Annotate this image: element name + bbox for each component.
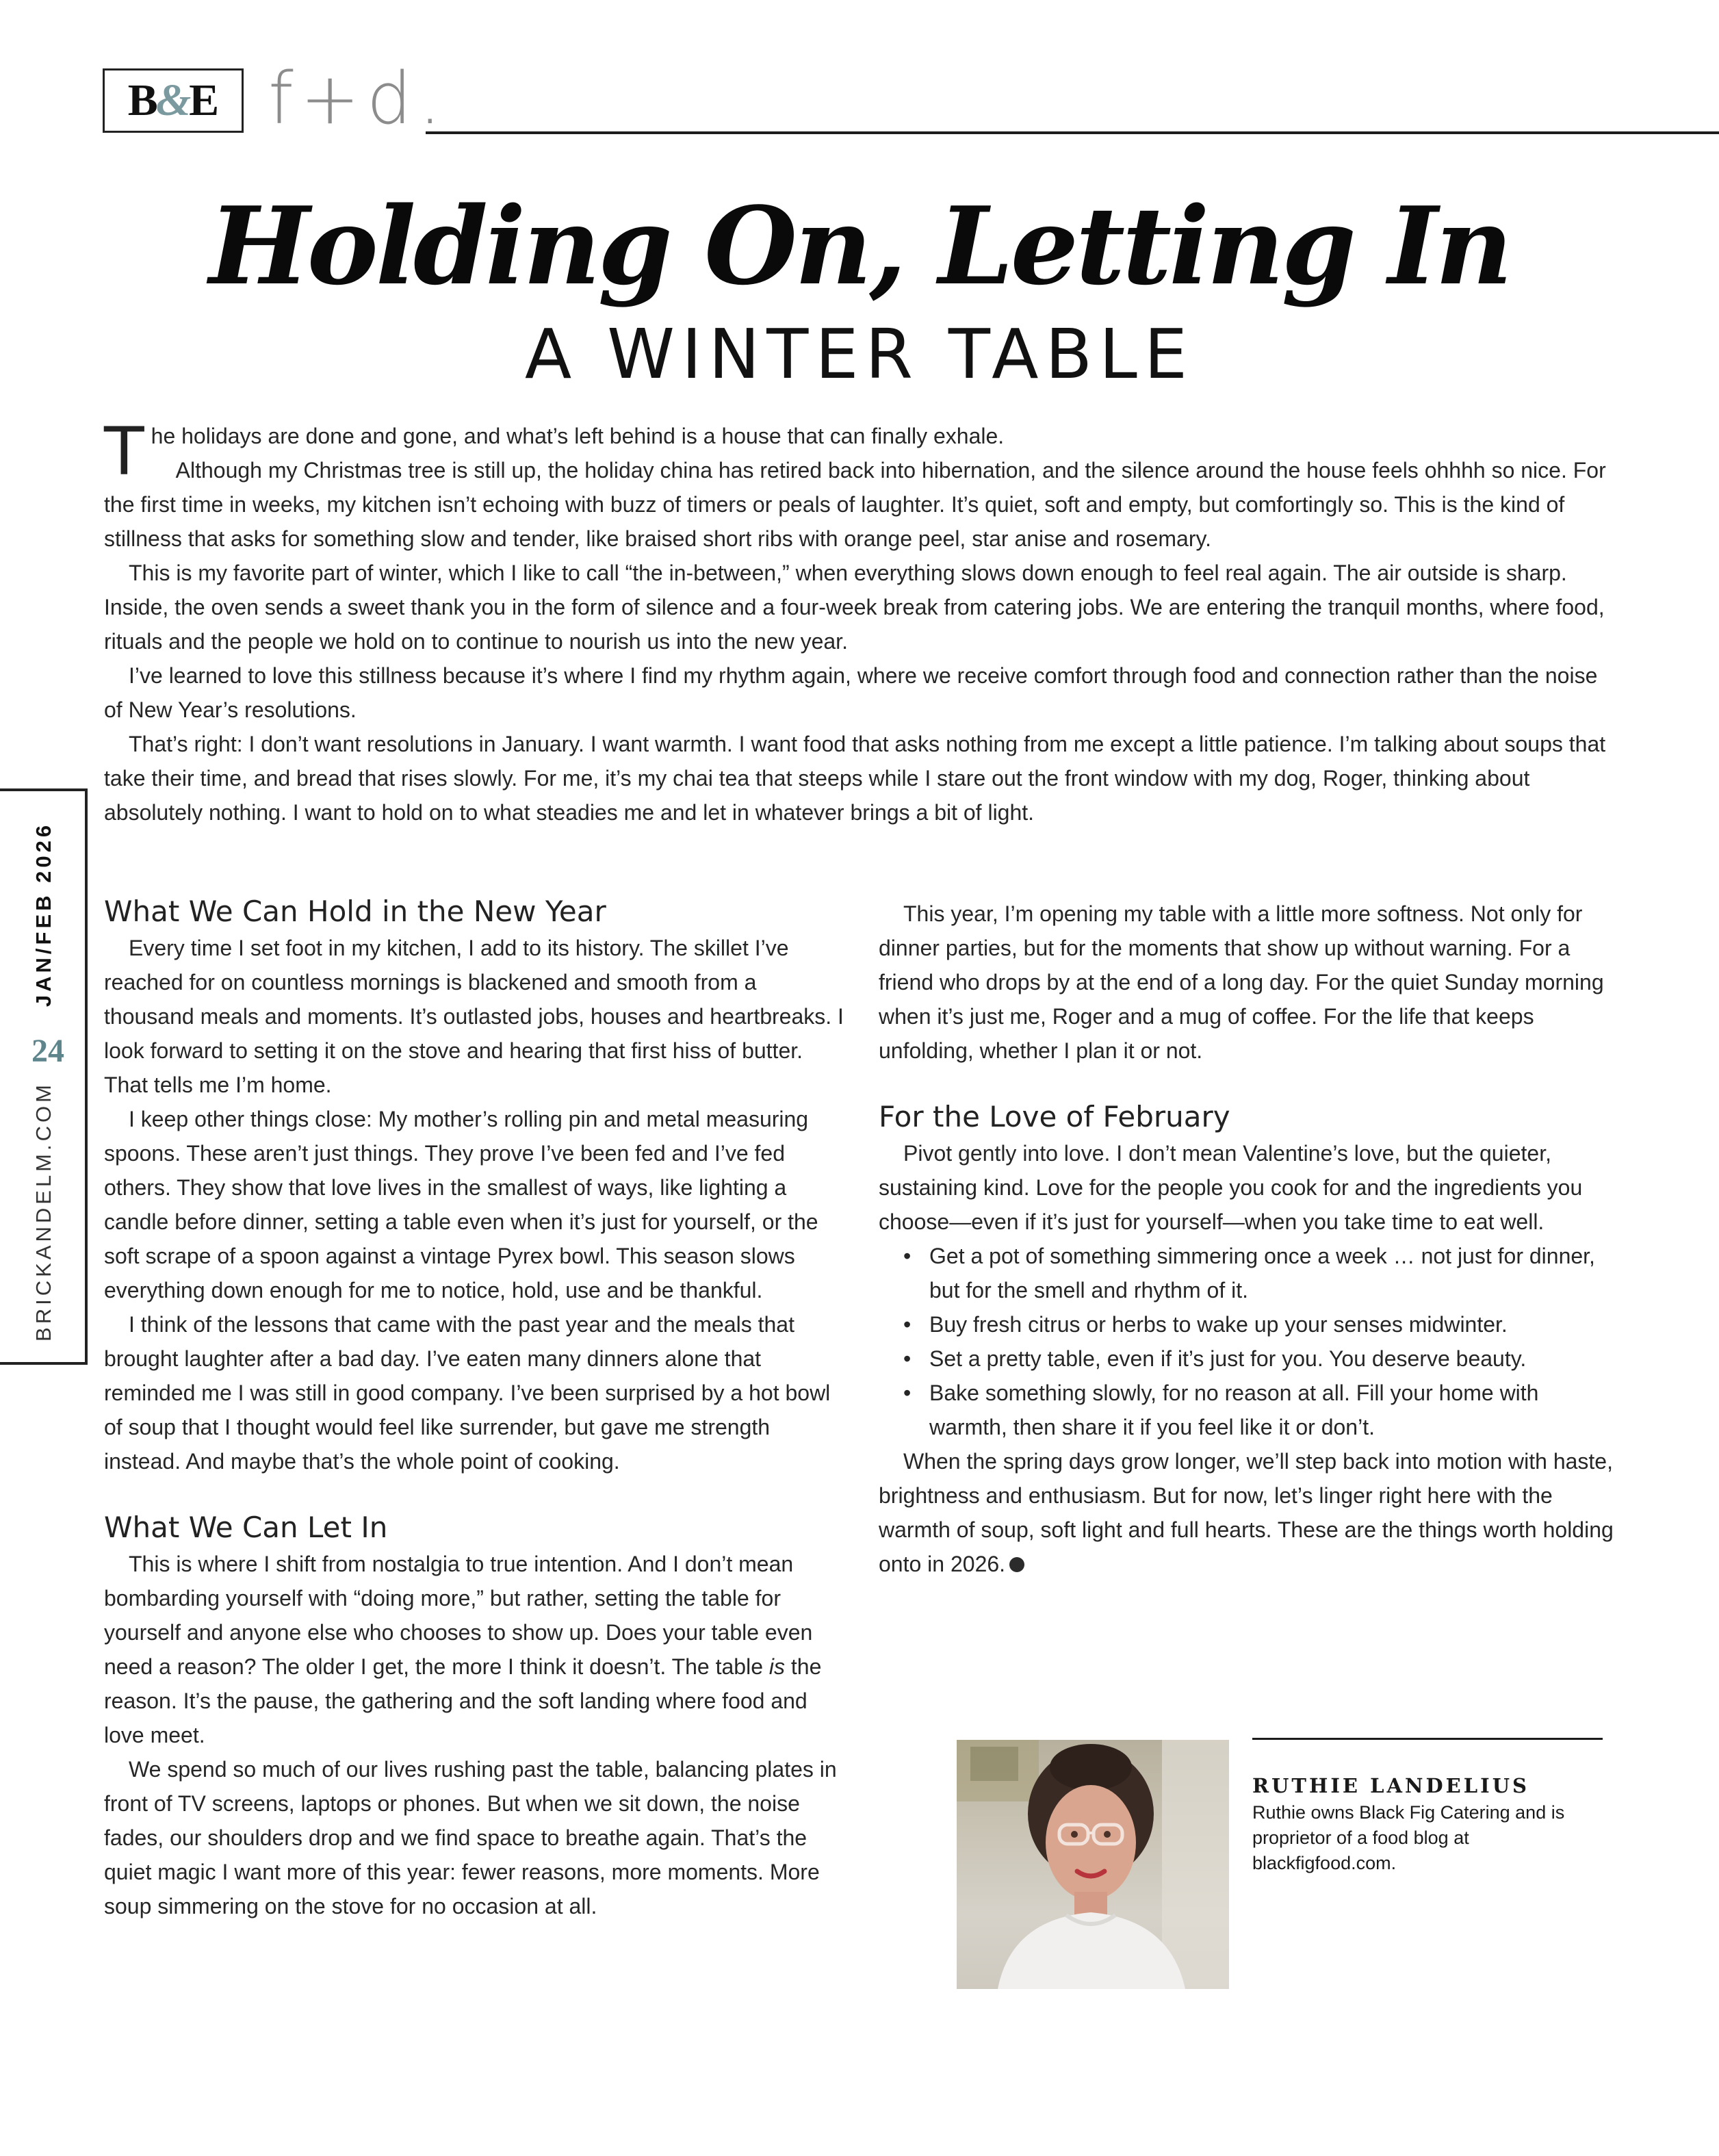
list-item: • Get a pot of something simmering once a week … not just for dinner, but for the smell and rhythm of it.	[929, 1239, 1620, 1307]
author-bio: Ruthie owns Black Fig Catering and is proprietor of a food blog at blackfigfood.com.	[1252, 1802, 1565, 1873]
section-heading-let-in: What We Can Let In	[104, 1511, 388, 1544]
intro-paragraph-5: That’s right: I don’t want resolutions in January. I want warmth. I want food that asks nothing from me except a little patience. I’m talking about soups that take their time, and bread that rises slowly. For me, it’s my chai tea that steeps while I stare out the front window with my dog, Roger, thinking about absolutely nothing. I want to hold on to what steadies me and let in whatever brings a bit of light.	[104, 732, 1606, 825]
closing-paragraph: When the spring days grow longer, we’ll step back into motion with haste, brightness and enthusiasm. But for now, let’s linger right here with the warmth of soup, soft light and full hearts. These are the things worth holding onto in 2026.	[879, 1449, 1614, 1576]
tips-list	[879, 1239, 1620, 1444]
logo-letter-b: B	[127, 75, 157, 125]
intro-paragraph-2: Although my Christmas tree is still up, the holiday china has retired back into hibernation, and the silence around the house feels ohhhh so nice. For the first time in weeks, my kitchen isn’t echoing with buzz of timers or peals of laughter. It’s quiet, soft and empty, but comfortingly so. This is the kind of stillness that asks for something slow and tender, like braised short ribs with orange peel, star anise and rosemary.	[104, 458, 1606, 551]
body-paragraph: This is where I shift from nostalgia to true intention. And I don’t mean bombarding yourself with “doing more,” but rather, setting the table for yourself and anyone else who chooses to show up. Does your table even need a reason? The older I get, the more I think it doesn’t. The table is the reason. It’s the pause, the gathering and the soft landing where food and love meet.	[104, 1552, 822, 1747]
end-mark-icon	[1009, 1557, 1024, 1572]
article-subtitle: A WINTER TABLE	[524, 314, 1195, 394]
body-paragraph: We spend so much of our lives rushing past the table, balancing plates in front of TV screens, laptops or phones. But when we sit down, the noise fades, our shoulders drop and we find space to breathe again. That’s the quiet magic I want more of this year: fewer reasons, more moments. More soup simmering on the stove for no occasion at all.	[104, 1757, 837, 1918]
intro-paragraph-4: I’ve learned to love this stillness because it’s where I find my rhythm again, where we receive comfort through food and connection rather than the noise of New Year’s resolutions.	[104, 663, 1598, 722]
body-paragraph: I keep other things close: My mother’s rolling pin and metal measuring spoons. These aren’t just things. They prove I’ve been fed and I’ve fed others. They show that love lives in the smallest of ways, like lighting a candle before dinner, setting a table even when it’s just for yourself, or the soft scrape of a spoon against a vintage Pyrex bowl. This season slows everything down enough for me to notice, hold, use and be thankful.	[104, 1107, 818, 1302]
article-title: Holding On, Letting In	[209, 183, 1510, 309]
header-divider	[426, 131, 1719, 134]
intro-paragraph-3: This is my favorite part of winter, which I like to call “the in-between,” when everything slows down enough to feel real again. The air outside is sharp. Inside, the oven sends a sweet thank you in the form of silence and a four-week break from catering jobs. We are entering the tranquil months, where food, rituals and the people we hold on to continue to nourish us into the new year.	[104, 561, 1605, 654]
right-column	[879, 897, 1620, 1581]
author-name: RUTHIE LANDELIUS	[1252, 1774, 1529, 1797]
list-item: • Buy fresh citrus or herbs to wake up your senses midwinter.	[929, 1307, 1620, 1342]
left-column	[104, 893, 849, 1923]
folio-website: BRICKANDELM.COM	[31, 1081, 55, 1342]
folio-issue-date: JAN/FEB 2026	[31, 821, 55, 1008]
body-paragraph: Pivot gently into love. I don’t mean Valentine’s love, but the quieter, sustaining kind. Love for the people you cook for and the ingredients you choose—even if it’s just for yourself—when you take time to eat well.	[879, 1141, 1583, 1234]
section-heading-hold: What We Can Hold in the New Year	[104, 895, 606, 928]
intro-paragraph-1-text: he holidays are done and gone, and what’s left behind is a house that can finally exhale.	[151, 424, 1005, 448]
drop-cap: T	[104, 413, 144, 490]
author-divider	[1252, 1738, 1603, 1740]
article-intro	[104, 413, 1620, 830]
author-photo	[957, 1740, 1229, 1989]
body-paragraph: Every time I set foot in my kitchen, I add to its history. The skillet I’ve reached for on countless mornings is blackened and smooth from a thousand meals and moments. It’s outlasted jobs, houses and heartbreaks. I look forward to setting it on the stove and hearing that first hiss of butter. That tells me I’m home.	[104, 936, 844, 1097]
author-portrait-illustration	[957, 1740, 1229, 1989]
body-paragraph: I think of the lessons that came with the past year and the meals that brought laughter after a bad day. I’ve eaten many dinners alone that reminded me I was still in good company. I’ve been surprised by a hot bowl of soup that I thought would feel like surrender, but gave me strength instead. And maybe that’s the whole point of cooking.	[104, 1312, 831, 1474]
list-item: • Set a pretty table, even if it’s just for you. You deserve beauty.	[929, 1342, 1620, 1376]
magazine-logo	[103, 68, 244, 133]
logo-letter-e: E	[189, 75, 219, 125]
logo-ampersand: &	[155, 75, 191, 125]
section-heading-february: For the Love of February	[879, 1100, 1230, 1133]
list-item: • Bake something slowly, for no reason at all. Fill your home with warmth, then share it if you feel like it or don’t.	[929, 1376, 1620, 1444]
section-label: f+d.	[268, 57, 448, 140]
body-paragraph: This year, I’m opening my table with a little more softness. Not only for dinner parties, but for the moments that show up without warning. For a friend who drops by at the end of a long day. For the quiet Sunday morning when it’s just me, Roger and a mug of coffee. For the life that keeps unfolding, whether I plan it or not.	[879, 901, 1604, 1063]
folio-page-number: 24	[31, 1033, 64, 1069]
intro-paragraph-1	[104, 413, 1620, 490]
